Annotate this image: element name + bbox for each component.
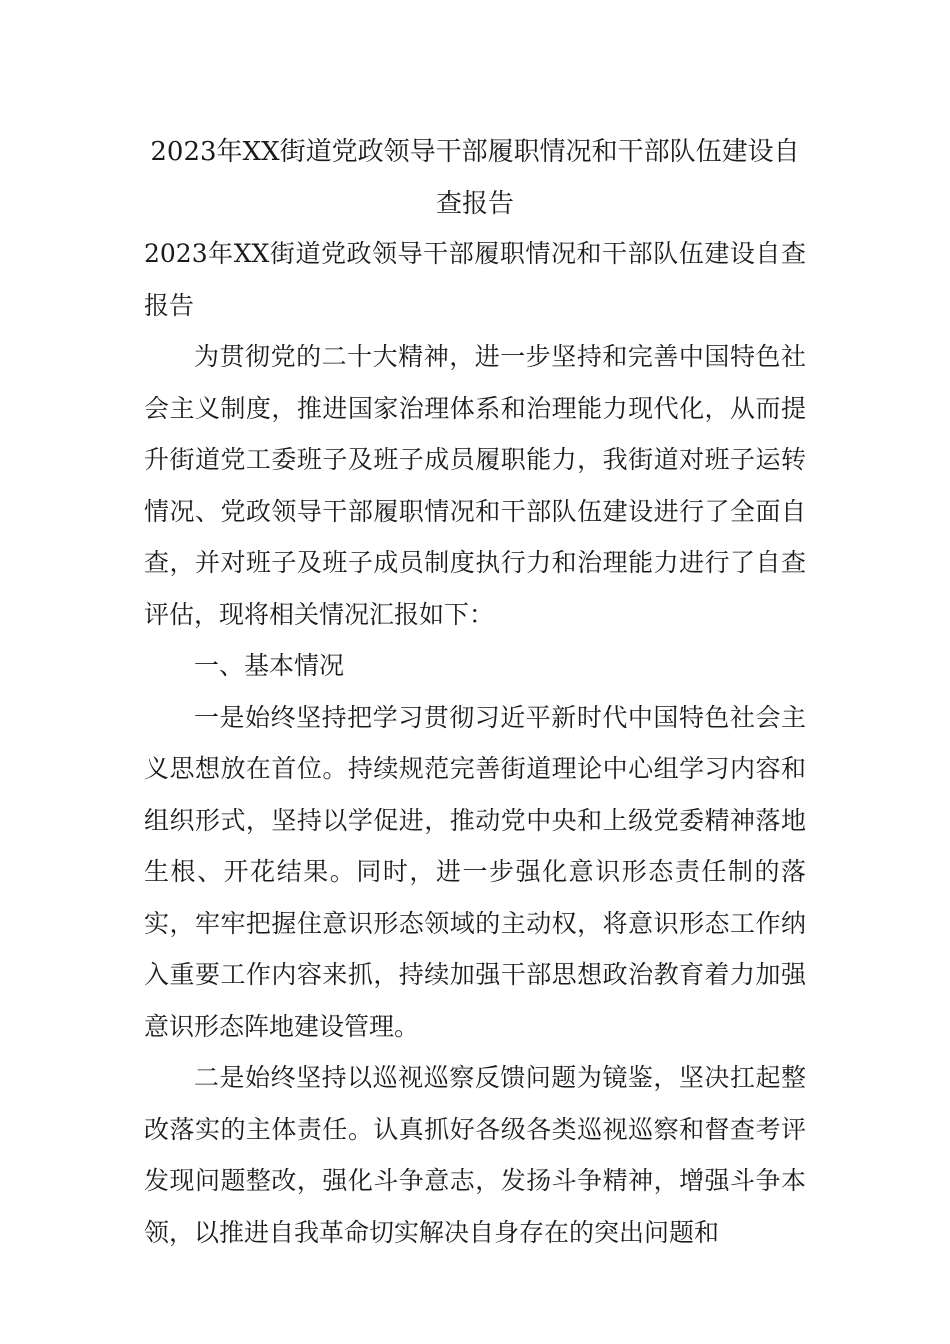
document-body xyxy=(144,228,806,1258)
document-title-line2: 查报告 xyxy=(435,189,514,219)
document-title xyxy=(0,126,950,230)
document-title-line1: 2023年XX街道党政领导干部履职情况和干部队伍建设自 xyxy=(150,137,800,167)
paragraph-point-two: 二是始终坚持以巡视巡察反馈问题为镜鉴，坚决扛起整改落实的主体责任。认真抓好各级各类巡视巡察和督查考评发现问题整改，强化斗争意志，发扬斗争精神，增强斗争本领，以推进自我革命切实解决自身存在的突出问题和 xyxy=(144,1063,806,1247)
section-heading-basic: 一、基本情况 xyxy=(194,651,345,680)
paragraph-intro: 为贯彻党的二十大精神，进一步坚持和完善中国特色社会主义制度，推进国家治理体系和治理能力现代化，从而提升街道党工委班子及班子成员履职能力，我街道对班子运转情况、党政领导干部履职情况和干部队伍建设进行了全面自查，并对班子及班子成员制度执行力和治理能力进行了自查评估，现将相关情况汇报如下： xyxy=(144,342,806,629)
document-subtitle: 2023年XX街道党政领导干部履职情况和干部队伍建设自查报告 xyxy=(144,239,806,320)
paragraph-point-one: 一是始终坚持把学习贯彻习近平新时代中国特色社会主义思想放在首位。持续规范完善街道理论中心组学习内容和组织形式，坚持以学促进，推动党中央和上级党委精神落地生根、开花结果。同时，进一步强化意识形态责任制的落实，牢牢把握住意识形态领域的主动权，将意识形态工作纳入重要工作内容来抓，持续加强干部思想政治教育着力加强意识形态阵地建设管理。 xyxy=(144,702,806,1041)
